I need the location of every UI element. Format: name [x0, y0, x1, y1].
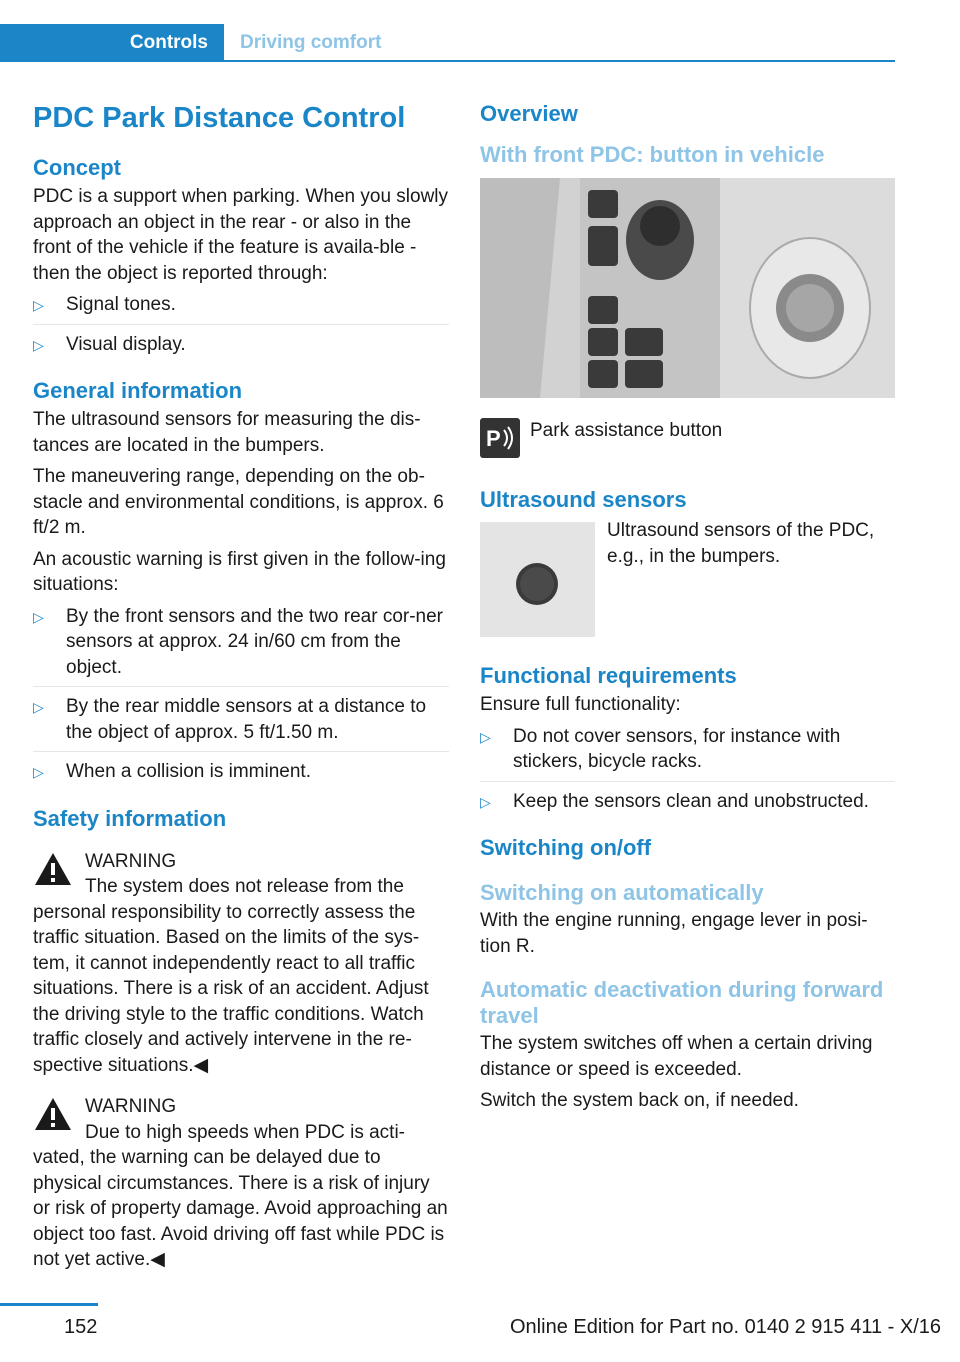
center-console-photo	[480, 178, 895, 398]
divider	[33, 324, 449, 325]
concept-text: PDC is a support when parking. When you slowly approach an object in the rear - or also in the front of the vehicle if the feature is availa‐ble - then the object is reported through:	[33, 186, 449, 284]
page-title: PDC Park Distance Control	[33, 102, 406, 134]
list-item: ▷ By the front sensors and the two rear cor‐ner sensors at approx. 24 in/60 cm from the object.	[33, 605, 444, 678]
ultrasound-text: Ultrasound sensors of the PDC, e.g., in the bumpers.	[607, 520, 875, 567]
right-column	[480, 100, 895, 1120]
ultrasound-block	[480, 522, 895, 640]
sensor-image	[480, 522, 595, 637]
list-item: ▷ Visual display.	[33, 332, 449, 358]
safety-heading: Safety information	[33, 805, 227, 831]
sensor-icon	[480, 522, 595, 637]
page-number: 152	[64, 1316, 98, 1338]
front-pdc-heading: With front PDC: button in vehicle	[480, 142, 825, 167]
triangle-bullet-icon: ▷	[33, 608, 44, 625]
general-list	[33, 604, 449, 785]
divider	[33, 751, 449, 752]
header-subsection: Driving comfort	[240, 32, 382, 53]
switching-heading: Switching on/off	[480, 835, 652, 860]
list-item: ▷ Keep the sensors clean and unobstructed.	[480, 789, 895, 815]
warning-text: The system does not release from the	[85, 876, 404, 897]
auto-off-paragraph: Switch the system back on, if needed.	[480, 1090, 799, 1111]
center-console-illustration	[480, 178, 895, 398]
general-paragraph: An acoustic warning is first given in the follow‐ing situations:	[33, 548, 446, 595]
list-item: ▷ By the rear middle sensors at a distance to the object of approx. 5 ft/1.50 m.	[33, 696, 427, 743]
auto-off-heading: Automatic deactivation during forward travel	[480, 977, 884, 1028]
triangle-bullet-icon: ▷	[480, 793, 491, 810]
footer-rule	[0, 1303, 98, 1306]
warning-title: WARNING	[85, 850, 177, 872]
page-header	[0, 24, 895, 62]
concept-heading: Concept	[33, 155, 121, 180]
functional-text: Ensure full functionality:	[480, 694, 681, 715]
warning-title: WARNING	[85, 1096, 177, 1117]
ultrasound-heading: Ultrasound sensors	[480, 487, 687, 512]
svg-text:P: P	[486, 426, 501, 451]
warning-text: Due to high speeds when PDC is acti‐	[85, 1121, 405, 1143]
header-section: Controls	[0, 24, 224, 62]
functional-heading: Functional requirements	[480, 663, 737, 688]
divider	[480, 781, 895, 782]
triangle-bullet-icon: ▷	[33, 297, 44, 313]
park-assist-row	[480, 418, 895, 458]
general-heading: General information	[33, 378, 243, 403]
warning-triangle-icon	[33, 851, 73, 887]
edition-text: Online Edition for Part no. 0140 2 915 411 - X/16	[510, 1316, 942, 1338]
warning-block	[33, 849, 449, 1079]
list-item: ▷ When a collision is imminent.	[33, 759, 449, 785]
park-assistance-button-icon	[480, 418, 520, 458]
auto-on-heading: Switching on automatically	[480, 880, 764, 905]
list-item: ▷ Signal tones.	[33, 292, 449, 318]
left-column	[33, 100, 449, 1273]
triangle-bullet-icon: ▷	[480, 728, 491, 745]
triangle-bullet-icon: ▷	[33, 764, 44, 780]
warning-text: vated, the warning can be delayed due to physical circumstances. There is a risk of injury or risk of property damage. Avoid approaching an object too fast. Avoid driving off fast while PDC is not yet active.◀	[33, 1147, 448, 1270]
list-item: ▷ Do not cover sensors, for instance with stickers, bicycle racks.	[480, 725, 841, 772]
divider	[33, 686, 449, 687]
warning-block	[33, 1094, 449, 1273]
header-rule	[224, 60, 895, 62]
auto-off-paragraph: The system switches off when a certain driving distance or speed is exceeded.	[480, 1033, 873, 1080]
auto-on-text: With the engine running, engage lever in posi‐tion R.	[480, 910, 868, 957]
warning-text: personal responsibility to correctly assess the traffic situation. Based on the limits of the sys‐tem, it cannot independently react to all traffic situations. There is a risk of an accident. Adjust the driving style to the traffic conditions. Watch traffic closely and actively intervene in the re‐spective situations.◀	[33, 901, 429, 1076]
warning-triangle-icon	[33, 1096, 73, 1132]
general-paragraph: The maneuvering range, depending on the ob‐stacle and environmental conditions, is approx. 6 ft/2 m.	[33, 466, 444, 538]
triangle-bullet-icon: ▷	[33, 699, 44, 715]
overview-heading: Overview	[480, 101, 578, 126]
concept-list	[33, 292, 449, 357]
triangle-bullet-icon: ▷	[33, 336, 44, 353]
park-assistance-label: Park assistance button	[530, 420, 723, 441]
general-paragraph: The ultrasound sensors for measuring the dis‐tances are located in the bumpers.	[33, 409, 421, 456]
functional-list	[480, 724, 895, 815]
